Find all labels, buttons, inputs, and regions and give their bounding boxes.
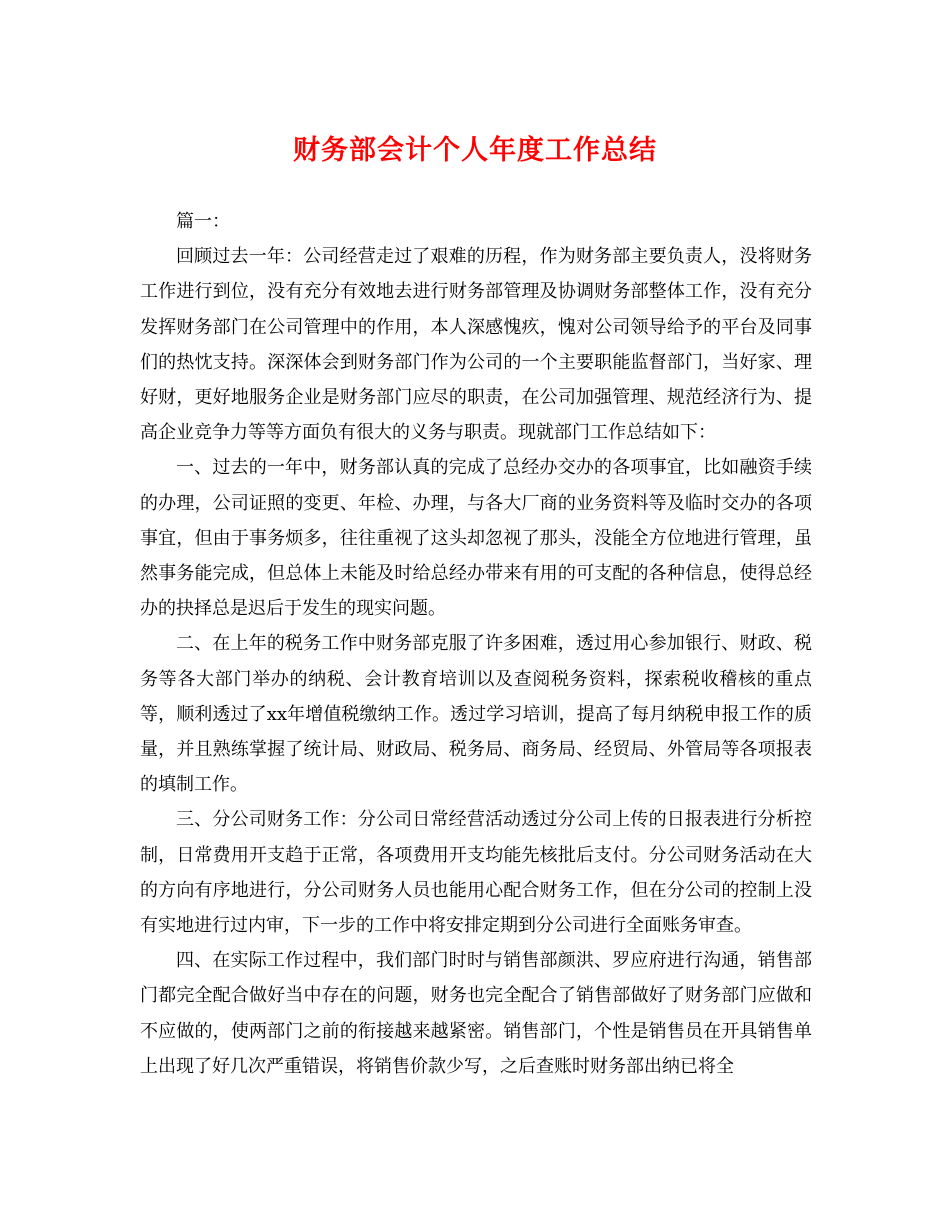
- paragraph-item-3: 三、分公司财务工作：分公司日常经营活动透过分公司上传的日报表进行分析控制，日常费用开支趋于正常，各项费用开支均能先核批后支付。分公司财务活动在大的方向有序地进行，分公司财务人员也能用心配合财务工作，但在分公司的控制上没有实地进行过内审，下一步的工作中将安排定期到分公司进行全面账务审查。: [140, 809, 812, 937]
- paragraph-intro: 回顾过去一年：公司经营走过了艰难的历程，作为财务部主要负责人，没将财务工作进行到位，没有充分有效地去进行财务部管理及协调财务部整体工作，没有充分发挥财务部门在公司管理中的作用，本人深感愧疚，愧对公司领导给予的平台及同事们的热忱支持。深深体会到财务部门作为公司的一个主要职能监督部门，当好家、理好财，更好地服务企业是财务部门应尽的职责，在公司加强管理、规范经济行为、提高企业竞争力等等方面负有很大的义务与职责。现就部门工作总结如下：: [140, 246, 812, 444]
- paragraph-item-4: 四、在实际工作过程中，我们部门时时与销售部颜洪、罗应府进行沟通，销售部门都完全配合做好当中存在的问题，财务也完全配合了销售部做好了财务部门应做和不应做的，使两部门之前的衔接越来越紧密。销售部门，个性是销售员在开具销售单上出现了好几次严重错误，将销售价款少写，之后查账时财务部出纳已将全: [140, 950, 812, 1077]
- document-body: [140, 204, 812, 1084]
- section-label: 篇一：: [176, 211, 230, 232]
- document-title: 财务部会计个人年度工作总结: [293, 135, 657, 166]
- paragraph-item-2: 二、在上年的税务工作中财务部克服了许多困难，透过用心参加银行、财政、税务等各大部门举办的纳税、会计教育培训以及查阅税务资料，探索税收稽核的重点等，顺利透过了xx年增值税缴纳工作。透过学习培训，提高了每月纳税申报工作的质量，并且熟练掌握了统计局、财政局、税务局、商务局、经贸局、外管局等各项报表的填制工作。: [140, 633, 812, 796]
- paragraph-item-1: 一、过去的一年中，财务部认真的完成了总经办交办的各项事宜，比如融资手续的办理，公司证照的变更、年检、办理，与各大厂商的业务资料等及临时交办的各项事宜，但由于事务烦多，往往重视了这头却忽视了那头，没能全方位地进行管理，虽然事务能完成，但总体上未能及时给总经办带来有用的可支配的各种信息，使得总经办的抉择总是迟后于发生的现实问题。: [140, 457, 812, 620]
